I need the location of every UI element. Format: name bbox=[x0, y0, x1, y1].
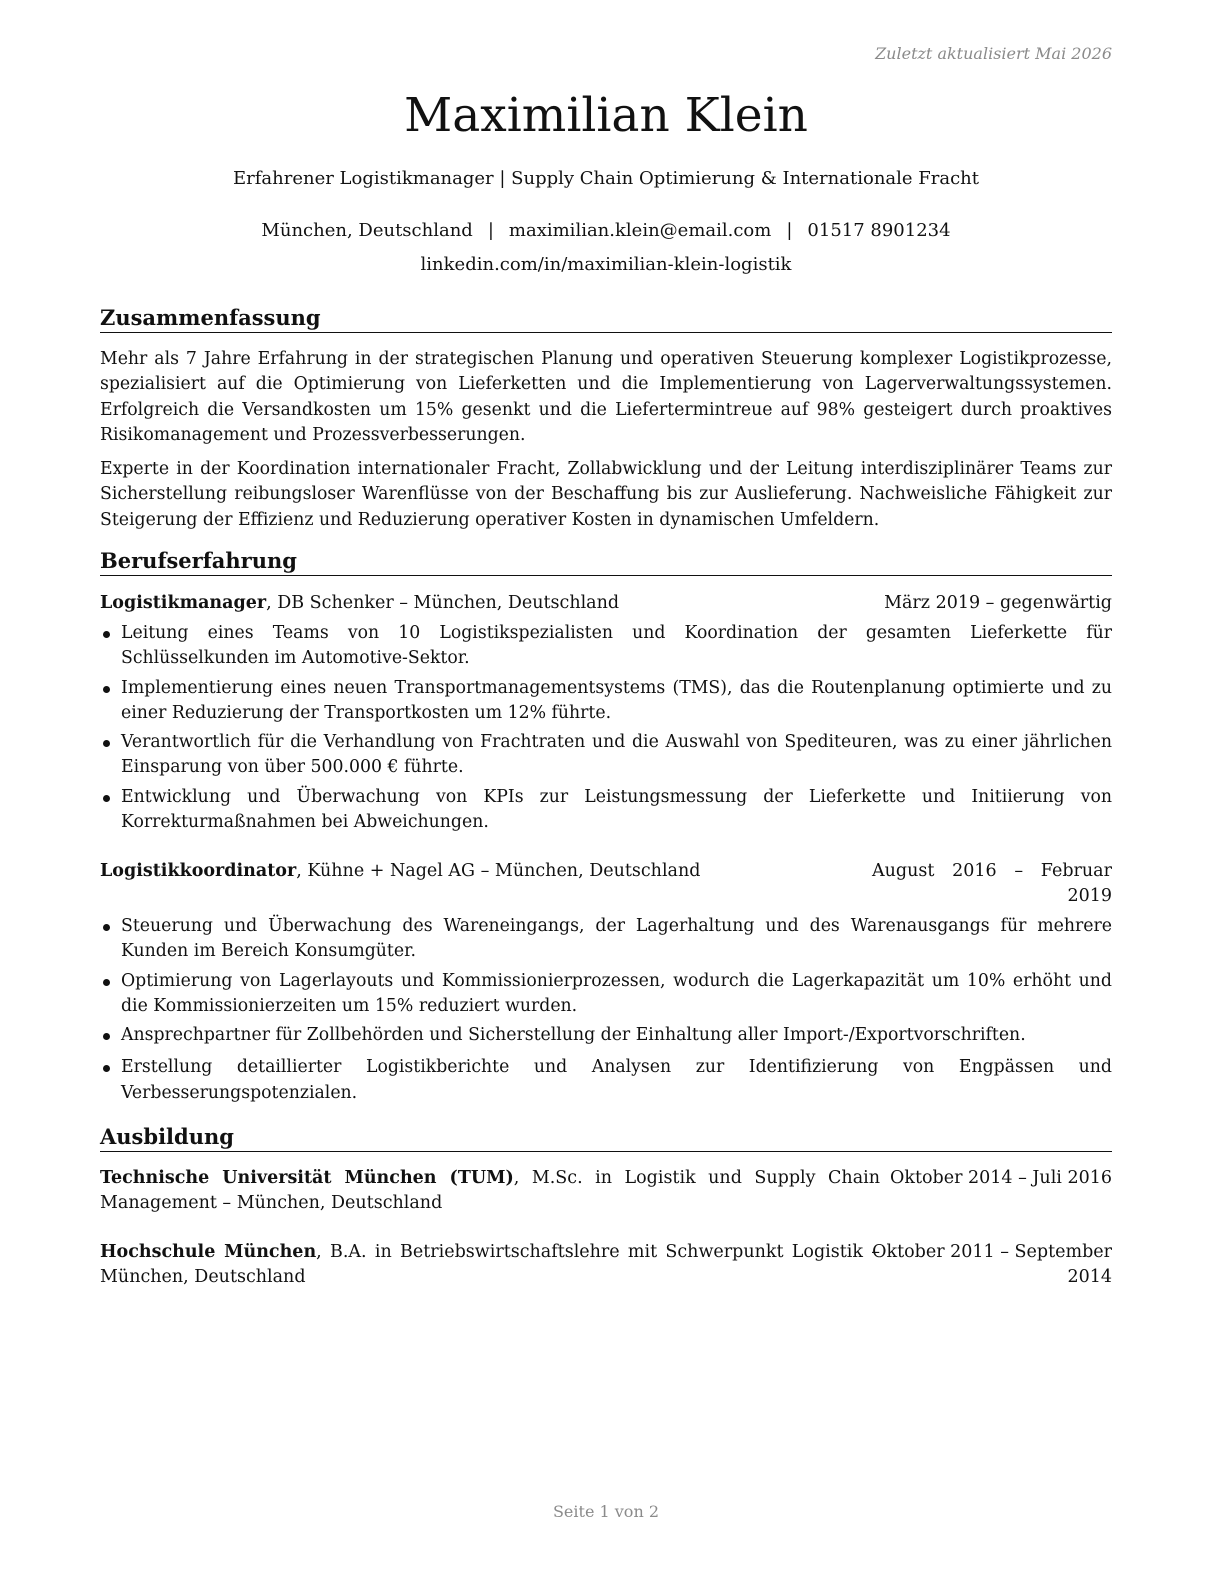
section-title-summary: Zusammenfassung bbox=[100, 305, 1112, 333]
job-dates: März 2019 – gegenwärtig bbox=[884, 593, 1112, 613]
education-dates: Oktober 2011 – September 2014 bbox=[872, 1242, 1112, 1287]
candidate-name: Maximilian Klein bbox=[404, 88, 808, 143]
degree: , M.Sc. in Logistik und Supply Chain Management – München, Deutschland bbox=[100, 1168, 880, 1213]
list-item: Erstellung detaillierter Logistikberichte und Analysen zur Identifizierung von Engpässen und Verbesserungspotenzialen. bbox=[100, 1055, 1112, 1106]
bullet-icon bbox=[103, 631, 110, 638]
linkedin-link[interactable]: linkedin.com/in/maximilian-klein-logistik bbox=[420, 254, 792, 275]
education-dates: Oktober 2014 – Juli 2016 bbox=[890, 1168, 1112, 1188]
education-details bbox=[100, 1166, 880, 1216]
job-header bbox=[100, 591, 1112, 617]
list-item: Leitung eines Teams von 10 Logistikspezialisten und Koordination der gesamten Lieferkette für Schlüsselkunden im Automotive-Sektor. bbox=[100, 621, 1112, 672]
job-bullets bbox=[100, 621, 1112, 835]
section-title-experience: Berufserfahrung bbox=[100, 548, 1112, 576]
summary-paragraph: Experte in der Koordination internationaler Fracht, Zollabwicklung und der Leitung interdisziplinärer Teams zur Sicherstellung reibungsloser Warenflüsse von der Beschaffung bis zur Auslieferung. Nachweisliche Fähigkeit zur Steigerung der Effizienz und Reduzierung operativer Kosten in dynamischen Umfeldern. bbox=[100, 459, 1112, 530]
education-entry bbox=[100, 1240, 1112, 1292]
job-role: Logistikkoordinator bbox=[100, 861, 297, 881]
bullet-icon bbox=[103, 979, 110, 986]
job-title-line bbox=[100, 591, 619, 616]
contact-separator: | bbox=[487, 220, 494, 241]
summary-paragraph: Mehr als 7 Jahre Erfahrung in der strategischen Planung und operativen Steuerung komplexer Logistikprozesse, spezialisiert auf die Optimierung von Lieferketten und die Implementierung von Lagerverwaltungssystemen. Erfolgreich die Versandkosten um 15% gesenkt und die Liefertermintreue auf 98% gesteigert durch proaktives Risikomanagement und Prozessverbesserungen. bbox=[100, 349, 1112, 445]
tagline: Erfahrener Logistikmanager | Supply Chain Optimierung & Internationale Fracht bbox=[232, 168, 979, 189]
list-item: Verantwortlich für die Verhandlung von Frachtraten und die Auswahl von Spediteuren, was zu einer jährlichen Einsparung von über 500.000 € führte. bbox=[100, 730, 1112, 781]
job-company: , Kühne + Nagel AG – München, Deutschland bbox=[296, 861, 701, 881]
list-item: Ansprechpartner für Zollbehörden und Sicherstellung der Einhaltung aller Import-/Exportvorschriften. bbox=[100, 1023, 1112, 1048]
school-name: Technische Universität München (TUM) bbox=[100, 1168, 514, 1188]
job-title-line bbox=[100, 859, 700, 884]
degree: , B.A. in Betriebswirtschaftslehre mit Schwerpunkt Logistik – München, Deutschland bbox=[100, 1242, 880, 1287]
phone: 01517 8901234 bbox=[807, 220, 951, 241]
list-item: Optimierung von Lagerlayouts und Kommissionierprozessen, wodurch die Lagerkapazität um 10% erhöht und die Kommissionierzeiten um 15% reduziert wurden. bbox=[100, 969, 1112, 1020]
page-number: Seite 1 von 2 bbox=[552, 1502, 660, 1521]
job-company: , DB Schenker – München, Deutschland bbox=[266, 593, 620, 613]
bullet-icon bbox=[103, 1065, 110, 1072]
education-details bbox=[100, 1240, 880, 1290]
list-item: Implementierung eines neuen Transportmanagementsystems (TMS), das die Routenplanung optimierte und zu einer Reduzierung der Transportkosten um 12% führte. bbox=[100, 676, 1112, 727]
resume-page bbox=[100, 0, 1112, 1584]
list-item: Entwicklung und Überwachung von KPIs zur Leistungsmessung der Lieferkette und Initiierung von Korrekturmaßnahmen bei Abweichungen. bbox=[100, 785, 1112, 836]
job-bullets bbox=[100, 914, 1112, 1106]
last-updated: Zuletzt aktualisiert Mai 2026 bbox=[875, 44, 1112, 63]
bullet-icon bbox=[103, 924, 110, 931]
bullet-icon bbox=[103, 1033, 110, 1040]
bullet-icon bbox=[103, 795, 110, 802]
contact-line bbox=[100, 218, 1112, 244]
education-entry bbox=[100, 1166, 1112, 1218]
job-header bbox=[100, 859, 1112, 911]
section-title-education: Ausbildung bbox=[100, 1124, 1112, 1152]
contact-separator: | bbox=[786, 220, 793, 241]
list-item: Steuerung und Überwachung des Wareneingangs, der Lagerhaltung und des Warenausgangs für mehrere Kunden im Bereich Konsumgüter. bbox=[100, 914, 1112, 965]
bullet-icon bbox=[103, 740, 110, 747]
email-link[interactable]: maximilian.klein@email.com bbox=[508, 220, 772, 241]
location: München, Deutschland bbox=[261, 220, 473, 241]
job-role: Logistikmanager bbox=[100, 593, 267, 613]
school-name: Hochschule München bbox=[100, 1242, 317, 1262]
bullet-icon bbox=[103, 686, 110, 693]
job-dates: August 2016 – Februar 2019 bbox=[872, 861, 1112, 906]
